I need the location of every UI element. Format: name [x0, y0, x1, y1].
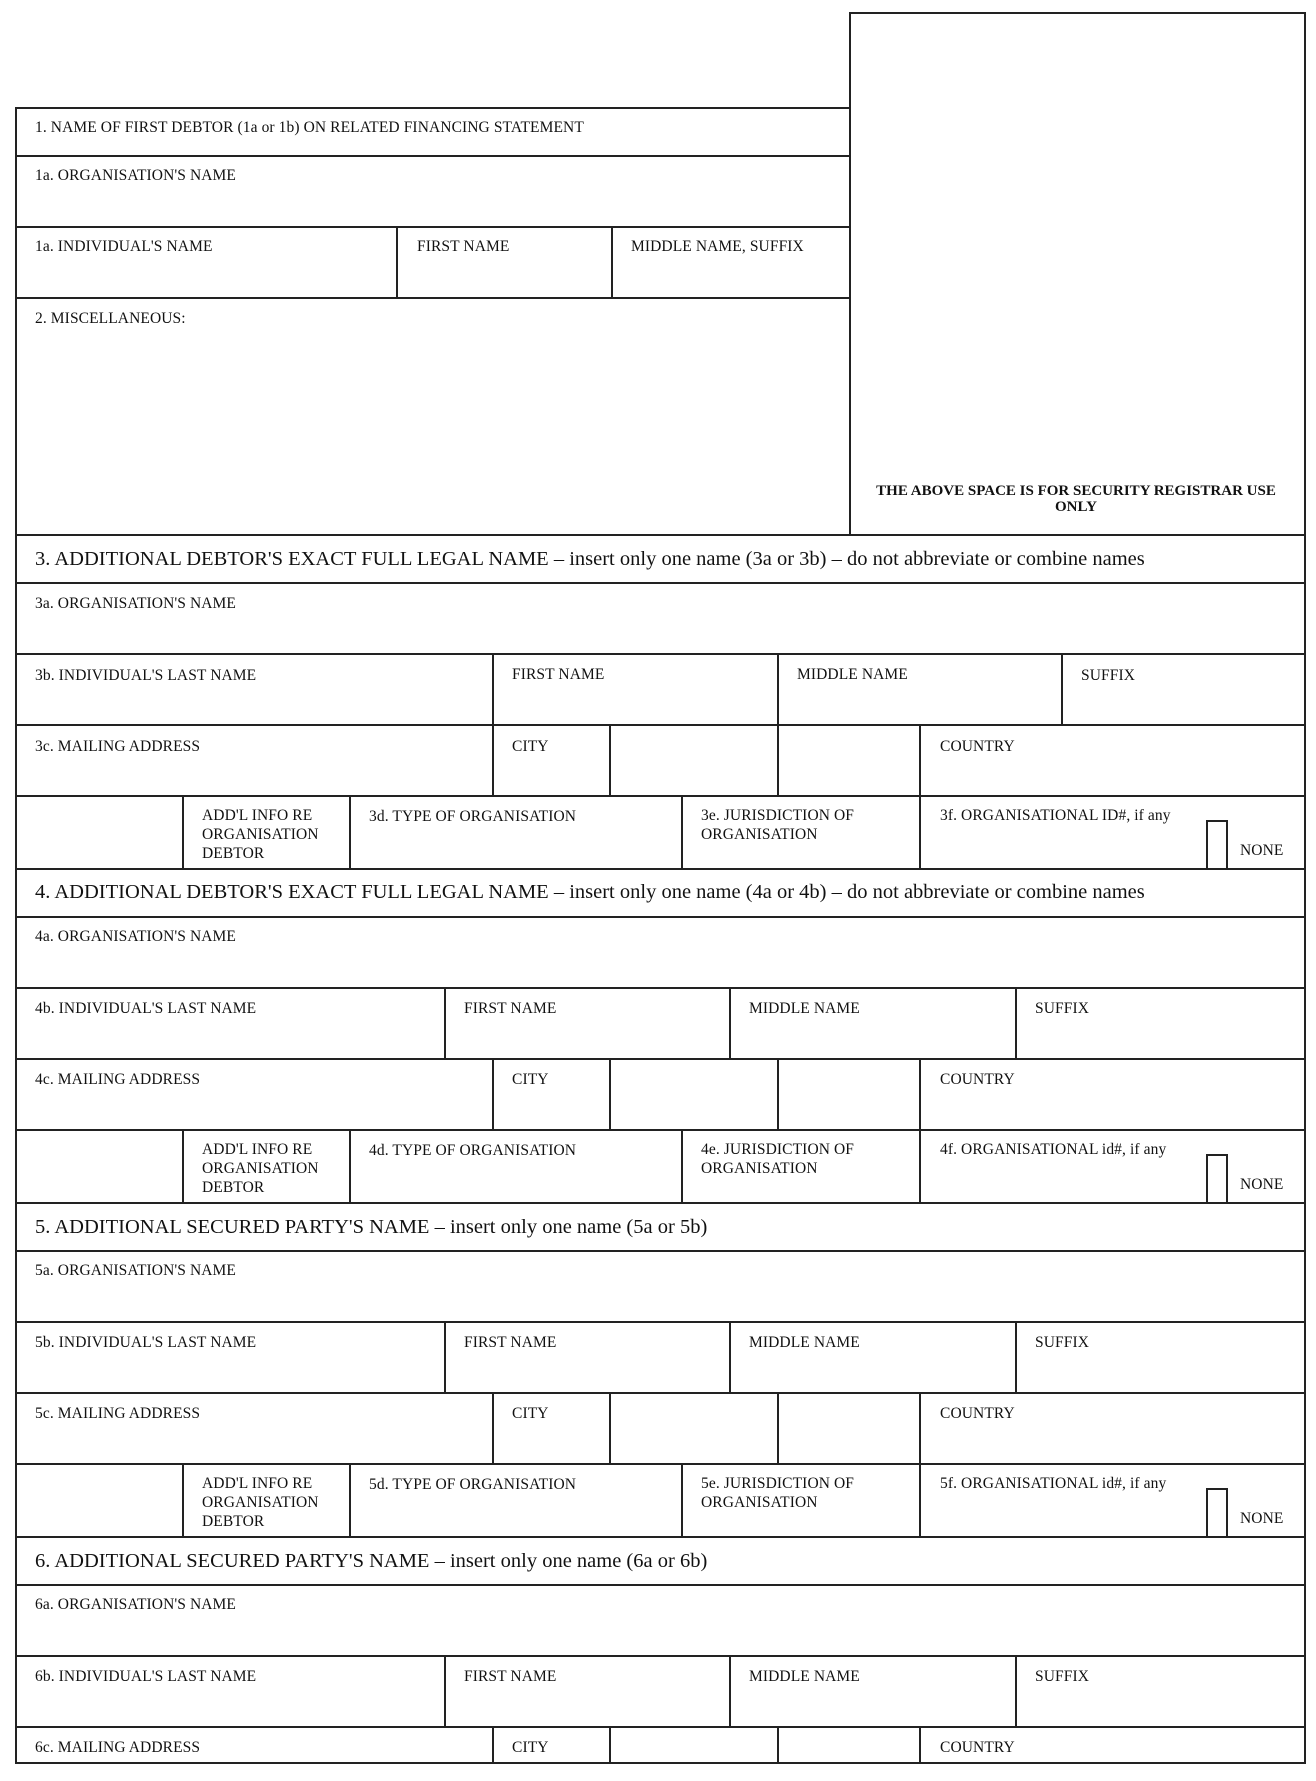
section3-country-field[interactable]: [919, 724, 1306, 797]
section6-state-field[interactable]: [609, 1726, 779, 1764]
section3-last-name-field[interactable]: [15, 653, 494, 726]
section4-last-name-label: 4b. INDIVIDUAL'S LAST NAME: [35, 1000, 257, 1017]
section5-none-checkbox[interactable]: [1206, 1488, 1228, 1536]
section5-city-field[interactable]: [492, 1392, 611, 1465]
section4-first-name-label: FIRST NAME: [464, 1000, 557, 1017]
section6-suffix-label: SUFFIX: [1035, 1668, 1090, 1685]
section6-first-name-field[interactable]: [444, 1655, 731, 1728]
section5-none-label: NONE: [1240, 1510, 1284, 1527]
section4-middle-name-label: MIDDLE NAME: [749, 1000, 860, 1017]
section3-last-name-label: 3b. INDIVIDUAL'S LAST NAME: [35, 667, 257, 684]
section4-last-name-field[interactable]: [15, 987, 446, 1060]
section5-last-name-label: 5b. INDIVIDUAL'S LAST NAME: [35, 1334, 257, 1351]
section5-state-field[interactable]: [609, 1392, 779, 1465]
section3-org-id-label: 3f. ORGANISATIONAL ID#, if any: [940, 807, 1171, 824]
section3-mailing-address-field[interactable]: [15, 724, 494, 797]
section6-city-field[interactable]: [492, 1726, 611, 1764]
section3-header: 3. ADDITIONAL DEBTOR'S EXACT FULL LEGAL NAME – insert only one name (3a or 3b) – do not abbreviate or combine names: [35, 548, 1145, 570]
section4-org-id-label: 4f. ORGANISATIONAL id#, if any: [940, 1141, 1167, 1158]
section6-mailing-label: 6c. MAILING ADDRESS: [35, 1739, 201, 1756]
section4-state-field[interactable]: [609, 1058, 779, 1131]
section3-first-name-field[interactable]: [492, 653, 779, 726]
section5-org-id-label: 5f. ORGANISATIONAL id#, if any: [940, 1475, 1167, 1492]
section5-suffix-field[interactable]: [1015, 1321, 1306, 1394]
section3-addl-info-label: ADD'L INFO RE ORGANISATION DEBTOR: [202, 807, 319, 862]
section4-first-name-field[interactable]: [444, 987, 731, 1060]
section6-suffix-field[interactable]: [1015, 1655, 1306, 1728]
section2-title: 2. MISCELLANEOUS:: [35, 310, 186, 327]
section4-postal-field[interactable]: [777, 1058, 921, 1131]
section5-middle-name-label: MIDDLE NAME: [749, 1334, 860, 1351]
section5-addl-info-label: ADD'L INFO RE ORGANISATION DEBTOR: [202, 1475, 319, 1530]
section3-jurisdiction-label: 3e. JURISDICTION OF ORGANISATION: [701, 807, 855, 843]
section1-title: 1. NAME OF FIRST DEBTOR (1a or 1b) ON RELATED FINANCING STATEMENT: [35, 119, 584, 136]
section4-city-field[interactable]: [492, 1058, 611, 1131]
section4-seeinstructions-cell: [15, 1129, 184, 1204]
section6-org-name-label: 6a. ORGANISATION'S NAME: [35, 1596, 236, 1613]
section5-seeinstructions-cell: [15, 1463, 184, 1538]
section4-header: 4. ADDITIONAL DEBTOR'S EXACT FULL LEGAL NAME – insert only one name (4a or 4b) – do not abbreviate or combine names: [35, 881, 1145, 903]
section6-middle-name-label: MIDDLE NAME: [749, 1668, 860, 1685]
section3-type-org-label: 3d. TYPE OF ORGANISATION: [369, 808, 577, 825]
section1-middle-suffix-label: MIDDLE NAME, SUFFIX: [631, 238, 804, 255]
section4-org-name-label: 4a. ORGANISATION'S NAME: [35, 928, 236, 945]
section6-last-name-field[interactable]: [15, 1655, 446, 1728]
section5-city-label: CITY: [512, 1405, 549, 1422]
section5-mailing-address-field[interactable]: [15, 1392, 494, 1465]
section2-miscellaneous-field[interactable]: [15, 297, 851, 536]
section5-middle-name-field[interactable]: [729, 1321, 1017, 1394]
section4-mailing-address-field[interactable]: [15, 1058, 494, 1131]
section3-org-name-field[interactable]: [15, 582, 1306, 655]
section3-city-label: CITY: [512, 738, 549, 755]
section6-first-name-label: FIRST NAME: [464, 1668, 557, 1685]
section4-middle-name-field[interactable]: [729, 987, 1017, 1060]
section4-jurisdiction-label: 4e. JURISDICTION OF ORGANISATION: [701, 1141, 855, 1177]
section4-city-label: CITY: [512, 1071, 549, 1088]
section1-org-name-label: 1a. ORGANISATION'S NAME: [35, 167, 236, 184]
section5-last-name-field[interactable]: [15, 1321, 446, 1394]
section5-suffix-label: SUFFIX: [1035, 1334, 1090, 1351]
section3-middle-name-field[interactable]: [777, 653, 1063, 726]
section3-org-name-label: 3a. ORGANISATION'S NAME: [35, 595, 236, 612]
section3-suffix-label: SUFFIX: [1081, 667, 1136, 684]
registrar-use-box: [849, 12, 1306, 536]
registrar-note: THE ABOVE SPACE IS FOR SECURITY REGISTRAR USE ONLY: [876, 483, 1276, 515]
section4-mailing-label: 4c. MAILING ADDRESS: [35, 1071, 201, 1088]
section6-header: 6. ADDITIONAL SECURED PARTY'S NAME – insert only one name (6a or 6b): [35, 1550, 708, 1572]
section5-country-label: COUNTRY: [940, 1405, 1015, 1422]
section3-country-label: COUNTRY: [940, 738, 1015, 755]
section3-state-field[interactable]: [609, 724, 779, 797]
section1-first-name-label: FIRST NAME: [417, 238, 510, 255]
section4-country-field[interactable]: [919, 1058, 1306, 1131]
section5-first-name-label: FIRST NAME: [464, 1334, 557, 1351]
section3-city-field[interactable]: [492, 724, 611, 797]
section5-org-name-label: 5a. ORGANISATION'S NAME: [35, 1262, 236, 1279]
section4-none-label: NONE: [1240, 1176, 1284, 1193]
section6-last-name-label: 6b. INDIVIDUAL'S LAST NAME: [35, 1668, 257, 1685]
section5-postal-field[interactable]: [777, 1392, 921, 1465]
section5-header: 5. ADDITIONAL SECURED PARTY'S NAME – insert only one name (5a or 5b): [35, 1216, 708, 1238]
section4-country-label: COUNTRY: [940, 1071, 1015, 1088]
section3-none-checkbox[interactable]: [1206, 820, 1228, 868]
section5-jurisdiction-label: 5e. JURISDICTION OF ORGANISATION: [701, 1475, 855, 1511]
section5-country-field[interactable]: [919, 1392, 1306, 1465]
section6-middle-name-field[interactable]: [729, 1655, 1017, 1728]
section5-type-org-label: 5d. TYPE OF ORGANISATION: [369, 1476, 577, 1493]
section6-city-label: CITY: [512, 1739, 549, 1756]
section4-suffix-label: SUFFIX: [1035, 1000, 1090, 1017]
section3-middle-name-label: MIDDLE NAME: [797, 666, 908, 683]
section6-postal-field[interactable]: [777, 1726, 921, 1764]
section4-addl-info-label: ADD'L INFO RE ORGANISATION DEBTOR: [202, 1141, 319, 1196]
section3-suffix-field[interactable]: [1061, 653, 1306, 726]
section3-mailing-label: 3c. MAILING ADDRESS: [35, 738, 201, 755]
section3-seeinstructions-cell: [15, 795, 184, 870]
section4-suffix-field[interactable]: [1015, 987, 1306, 1060]
section4-type-org-label: 4d. TYPE OF ORGANISATION: [369, 1142, 577, 1159]
section1-individual-name-label: 1a. INDIVIDUAL'S NAME: [35, 238, 213, 255]
section3-first-name-label: FIRST NAME: [512, 666, 605, 683]
section6-country-label: COUNTRY: [940, 1739, 1015, 1756]
section5-mailing-label: 5c. MAILING ADDRESS: [35, 1405, 201, 1422]
section3-postal-field[interactable]: [777, 724, 921, 797]
section4-none-checkbox[interactable]: [1206, 1154, 1228, 1202]
section5-first-name-field[interactable]: [444, 1321, 731, 1394]
section3-none-label: NONE: [1240, 842, 1284, 859]
